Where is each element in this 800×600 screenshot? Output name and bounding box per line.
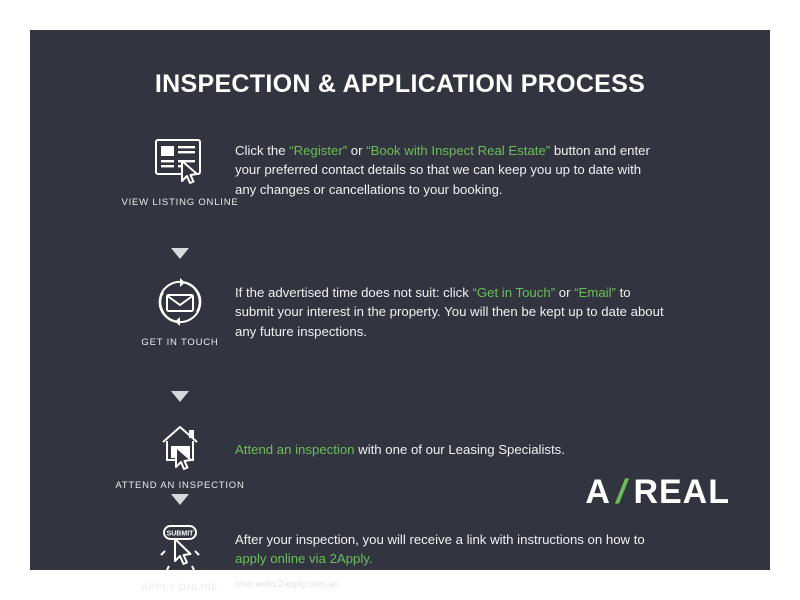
step-text-part: Click the bbox=[235, 143, 290, 158]
brand-logo bbox=[585, 473, 730, 512]
step-text-highlight: apply online via 2Apply. bbox=[235, 551, 373, 567]
svg-text:SUBMIT: SUBMIT bbox=[166, 530, 194, 538]
step-label: GET IN TOUCH bbox=[141, 337, 219, 348]
flow-arrow-2 bbox=[85, 390, 275, 405]
step-description bbox=[235, 141, 665, 199]
step-description bbox=[235, 440, 665, 459]
step-label: ATTEND AN INSPECTION bbox=[115, 480, 245, 491]
flow-arrow-3 bbox=[85, 493, 275, 508]
step-text-part: If the advertised time does not suit: click bbox=[235, 285, 473, 300]
step-text-part: After your inspection, you will receive a link with instructions on how to bbox=[235, 532, 645, 547]
step-text-part: or bbox=[347, 143, 367, 158]
step-text-part: with one of our Leasing Specialists. bbox=[354, 442, 565, 457]
step-text-highlight: “Register” bbox=[289, 143, 348, 158]
logo-slash-icon: / bbox=[613, 473, 632, 511]
flow-arrow-1 bbox=[85, 247, 275, 262]
step-label: VIEW LISTING ONLINE bbox=[121, 197, 239, 208]
logo-left-text: A bbox=[585, 473, 611, 511]
step-description bbox=[235, 283, 665, 341]
step-label: APPLY ONLINE bbox=[141, 582, 219, 593]
logo-right-text: REAL bbox=[633, 473, 730, 511]
step-text-highlight: “Book with Inspect Real Estate” bbox=[366, 143, 551, 158]
step-description bbox=[235, 530, 665, 592]
step-text-part: button and enter your preferred contact details so that we can keep you up to date with any changes or cancellations to your booking. bbox=[235, 143, 650, 197]
step-text-highlight: Attend an inspection bbox=[235, 442, 355, 457]
step-text-part: to submit your interest in the property. You will then be kept up to date about any future inspections. bbox=[235, 285, 664, 339]
step-text-highlight: “Get in Touch” bbox=[472, 285, 556, 300]
step-sub-note: Visit www.2apply.com.au bbox=[235, 578, 340, 590]
page-title: INSPECTION & APPLICATION PROCESS bbox=[154, 70, 646, 98]
step-text-part: or bbox=[555, 285, 575, 300]
slide-canvas bbox=[30, 30, 770, 593]
step-text-highlight: “Email” bbox=[574, 285, 616, 300]
